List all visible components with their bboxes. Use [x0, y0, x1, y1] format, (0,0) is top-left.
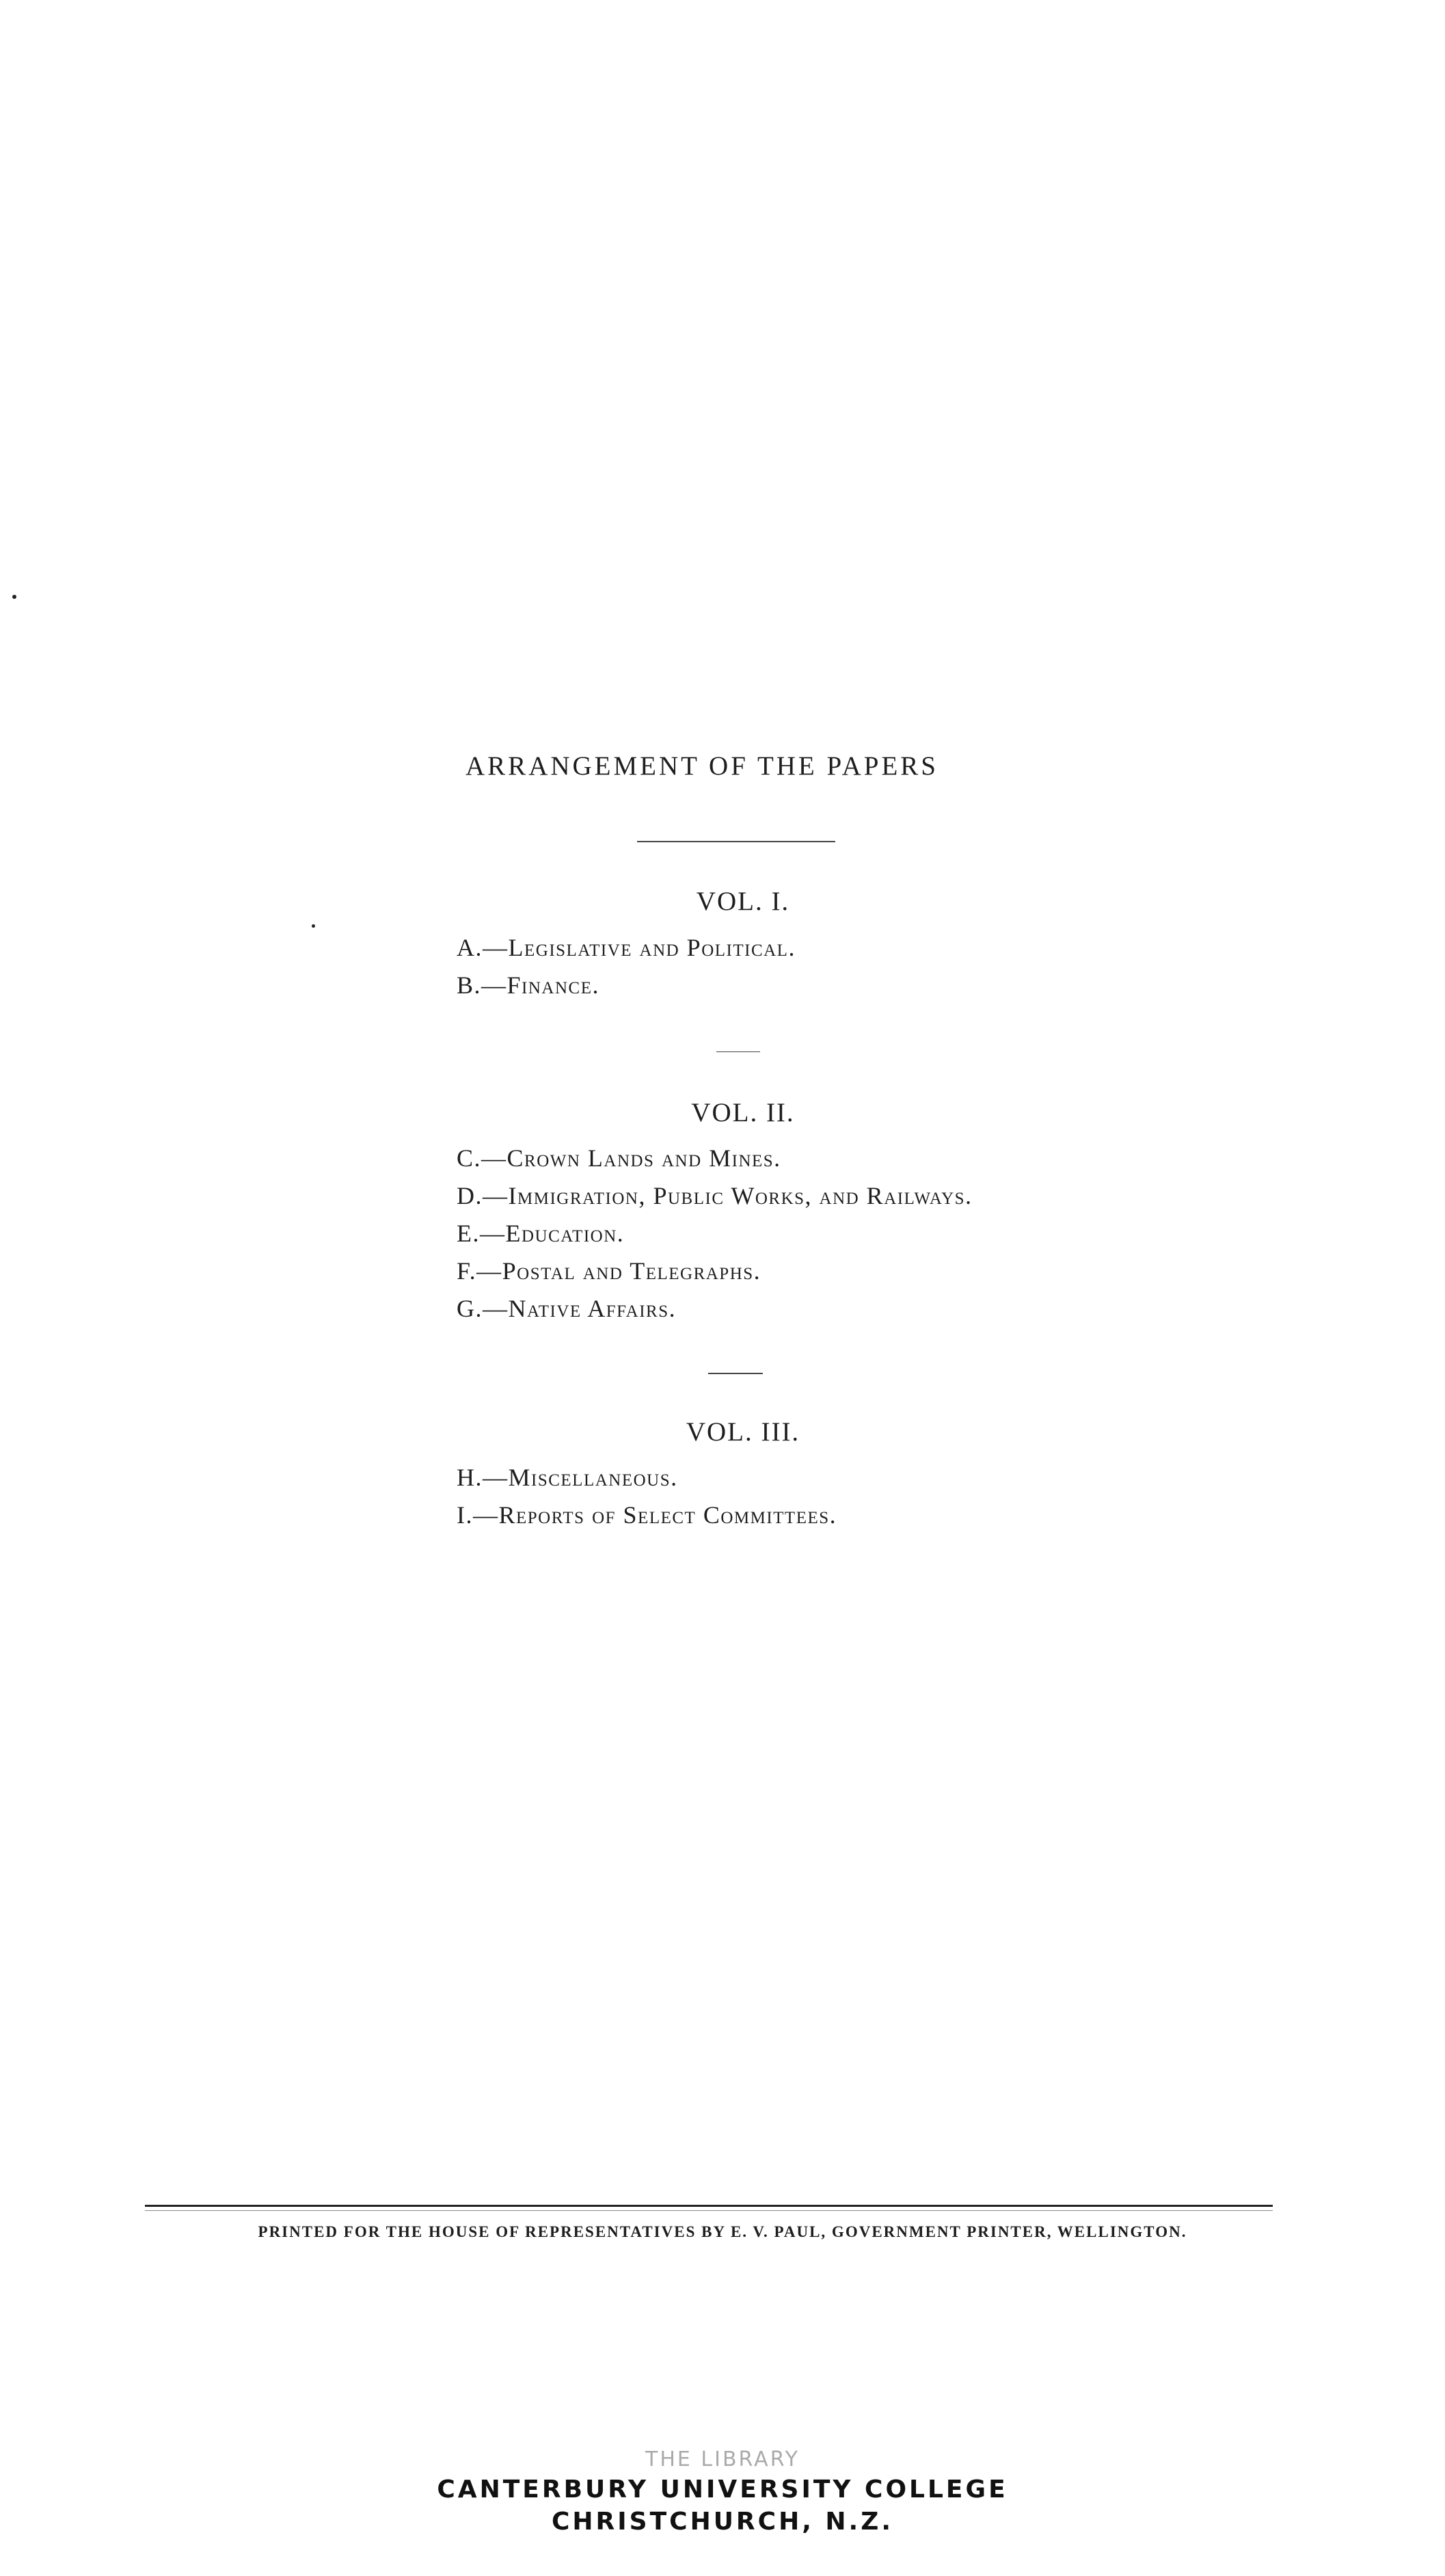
- vol-2-rule: [708, 1373, 763, 1374]
- library-stamp: [0, 2447, 1445, 2536]
- footer-rule: [145, 2205, 1273, 2207]
- scan-speck: [312, 924, 315, 928]
- vol-1-heading: VOL. I.: [696, 887, 790, 916]
- vol-3-entry-i: I.—Reports of Select Committees.: [457, 1501, 837, 1529]
- vol-3-entry-h: H.—Miscellaneous.: [457, 1464, 678, 1491]
- vol-2-entry-f: F.—Postal and Telegraphs.: [457, 1257, 761, 1285]
- stamp-line-2: CANTERBURY UNIVERSITY COLLEGE: [437, 2476, 1008, 2504]
- vol-2-heading: VOL. II.: [691, 1098, 795, 1127]
- vol-2-entry-e: E.—Education.: [457, 1220, 625, 1247]
- footer-rule-thin: [145, 2210, 1273, 2211]
- vol-1-rule: [716, 1051, 760, 1052]
- scan-speck: [12, 595, 16, 599]
- vol-1-entry-a: A.—Legislative and Political.: [457, 934, 796, 961]
- vol-2-entry-g: G.—Native Affairs.: [457, 1295, 677, 1322]
- stamp-line-3: CHRISTCHURCH, N.Z.: [552, 2508, 893, 2536]
- page-title: ARRANGEMENT OF THE PAPERS: [465, 751, 938, 781]
- vol-2-entry-d: D.—Immigration, Public Works, and Railways.: [457, 1182, 973, 1209]
- stamp-line-1: THE LIBRARY: [645, 2447, 800, 2471]
- vol-3-heading: VOL. III.: [686, 1417, 800, 1447]
- vol-1-entry-b: B.—Finance.: [457, 971, 599, 999]
- printer-imprint: PRINTED FOR THE HOUSE OF REPRESENTATIVES BY E. V. PAUL, GOVERNMENT PRINTER, WELLINGTON.: [258, 2223, 1187, 2240]
- title-rule: [637, 841, 835, 842]
- vol-2-entry-c: C.—Crown Lands and Mines.: [457, 1144, 781, 1172]
